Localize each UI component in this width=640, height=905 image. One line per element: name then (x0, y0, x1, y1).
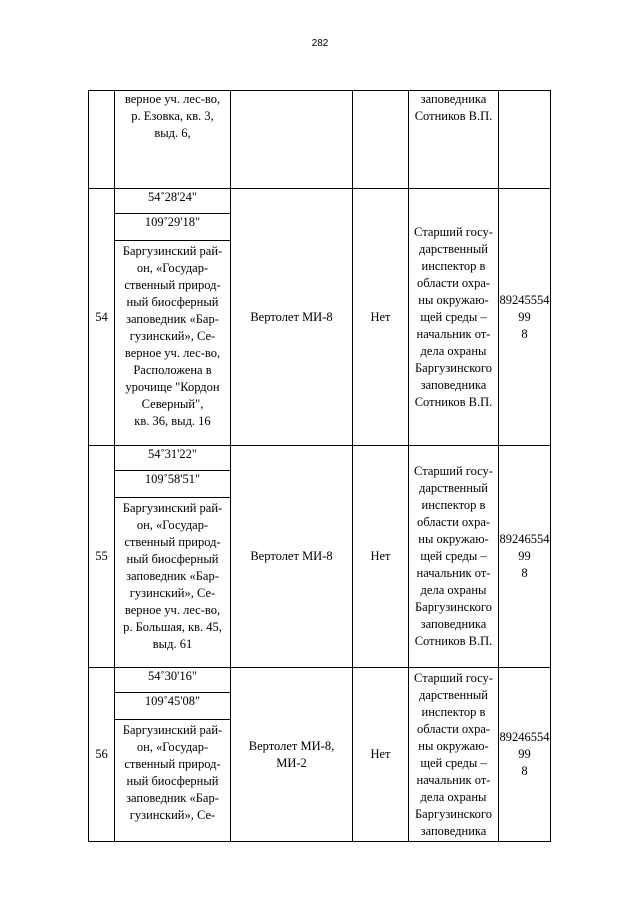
page-number: 282 (311, 38, 329, 49)
text-line: Старший госу- (414, 224, 493, 239)
text-line: Баргузинский рай- (122, 501, 223, 515)
cell-number: 56 (89, 668, 115, 842)
table-row (89, 189, 551, 446)
text-line: ный биосферный (126, 295, 219, 309)
text-line: инспектор в (421, 704, 486, 719)
text-line: дарственный (418, 481, 488, 495)
longitude: 109˚29'18" (115, 214, 230, 241)
text-line: МИ-2 (276, 755, 307, 770)
cell-vehicle (231, 668, 353, 842)
text-line: гузинский», Се- (129, 329, 216, 343)
text-line: начальник от- (416, 566, 491, 580)
text-line: Баргузинского (415, 600, 492, 614)
text-line: ны окружаю- (418, 738, 489, 753)
text-line: 8 (521, 326, 528, 341)
latitude: 54˚28'24" (115, 189, 230, 214)
text-line: ственный природ- (124, 278, 221, 292)
text-line: дарственный (418, 687, 488, 702)
helipad-table (88, 90, 551, 842)
text-line: Старший госу- (414, 464, 493, 478)
location-text (115, 91, 230, 142)
cell-availability: Нет (353, 446, 409, 668)
text-line: ны окружаю- (418, 532, 489, 546)
text-line: области охра- (416, 721, 491, 736)
text-line: начальник от- (416, 772, 491, 787)
text-line: кв. 36, выд. 16 (134, 414, 211, 428)
cell-phone (499, 446, 551, 668)
cell-vehicle (231, 91, 353, 189)
text-line: р. Большая, кв. 45, (123, 620, 222, 634)
text-line: ный биосферный (126, 774, 219, 788)
text-line: Вертолет МИ-8 (250, 309, 333, 324)
text-line: верное уч. лес-во, (124, 603, 221, 617)
text-line: верное уч. лес-во, (124, 346, 221, 360)
text-line: дела охраны (420, 789, 487, 804)
text-line: заповедника (420, 617, 487, 631)
text-line: области охра- (416, 275, 491, 290)
text-line: выд. 6, (154, 126, 191, 140)
table-row-continuation (89, 91, 551, 189)
text-line: Расположена в (133, 363, 212, 377)
cell-contact (409, 189, 499, 446)
longitude: 109˚45'08" (115, 693, 230, 720)
cell-contact (409, 446, 499, 668)
text-line: 8 (521, 566, 528, 580)
text-line: щей среды – (420, 755, 487, 770)
cell-number: 55 (89, 446, 115, 668)
text-line: Баргузинского (415, 806, 492, 821)
text-line: дела охраны (420, 343, 487, 358)
text-line: Баргузинский рай- (122, 244, 223, 258)
text-line: 8924555499 (499, 292, 550, 324)
text-line: щей среды – (420, 549, 487, 563)
cell-contact (409, 91, 499, 189)
text-line: начальник от- (416, 326, 491, 341)
text-line: щей среды – (420, 309, 487, 324)
text-line: дарственный (418, 241, 488, 256)
cell-contact (409, 668, 499, 842)
text-line: ны окружаю- (418, 292, 489, 307)
text-line: заповедника (420, 92, 487, 106)
text-line: гузинский», Се- (129, 808, 216, 822)
table-row (89, 668, 551, 842)
text-line: выд. 61 (152, 637, 193, 651)
text-line: р. Езовка, кв. 3, (131, 109, 214, 123)
text-line: инспектор в (421, 258, 486, 273)
text-line: дела охраны (420, 583, 487, 597)
text-line: он, «Государ- (136, 518, 209, 532)
text-line: Вертолет МИ-8 (250, 549, 333, 563)
text-line: заповедника (420, 377, 487, 392)
text-line: инспектор в (421, 498, 486, 512)
cell-location (115, 446, 231, 668)
cell-availability: Нет (353, 189, 409, 446)
text-line: заповедник «Бар- (126, 791, 219, 805)
cell-availability: Нет (353, 668, 409, 842)
text-line: 8 (521, 764, 528, 778)
text-line: Баргузинский рай- (122, 723, 223, 737)
text-line: урочище "Кордон (125, 380, 220, 394)
cell-phone (499, 189, 551, 446)
latitude: 54˚31'22" (115, 446, 230, 471)
text-line: Сотников В.П. (414, 634, 493, 648)
text-line: Баргузинского (415, 360, 492, 375)
cell-vehicle (231, 189, 353, 446)
cell-location (115, 91, 231, 189)
location-text (115, 720, 230, 841)
text-line: он, «Государ- (136, 740, 209, 754)
cell-location (115, 189, 231, 446)
text-line: Сотников В.П. (414, 394, 493, 409)
text-line: области охра- (416, 515, 491, 529)
text-line: 8924655499 (499, 730, 550, 761)
longitude: 109˚58'51" (115, 471, 230, 498)
text-line: верное уч. лес-во, (124, 92, 221, 106)
text-line: Северный", (141, 397, 204, 411)
cell-phone (499, 91, 551, 189)
text-line: Старший госу- (414, 670, 493, 685)
location-text (115, 498, 230, 667)
text-line: ственный природ- (124, 535, 221, 549)
location-text (115, 241, 230, 445)
latitude: 54˚30'16" (115, 668, 230, 693)
cell-availability (353, 91, 409, 189)
text-line: гузинский», Се- (129, 586, 216, 600)
text-line: заповедника (420, 823, 487, 838)
text-line: заповедник «Бар- (126, 569, 219, 583)
cell-number (89, 91, 115, 189)
text-line: ный биосферный (126, 552, 219, 566)
cell-phone (499, 668, 551, 842)
text-line: заповедник «Бар- (126, 312, 219, 326)
cell-location (115, 668, 231, 842)
cell-vehicle (231, 446, 353, 668)
text-line: 8924655499 (499, 532, 550, 563)
text-line: он, «Государ- (136, 261, 209, 275)
text-line: Вертолет МИ-8, (248, 738, 335, 753)
cell-number: 54 (89, 189, 115, 446)
text-line: Сотников В.П. (414, 109, 493, 123)
table-row (89, 446, 551, 668)
text-line: ственный природ- (124, 757, 221, 771)
